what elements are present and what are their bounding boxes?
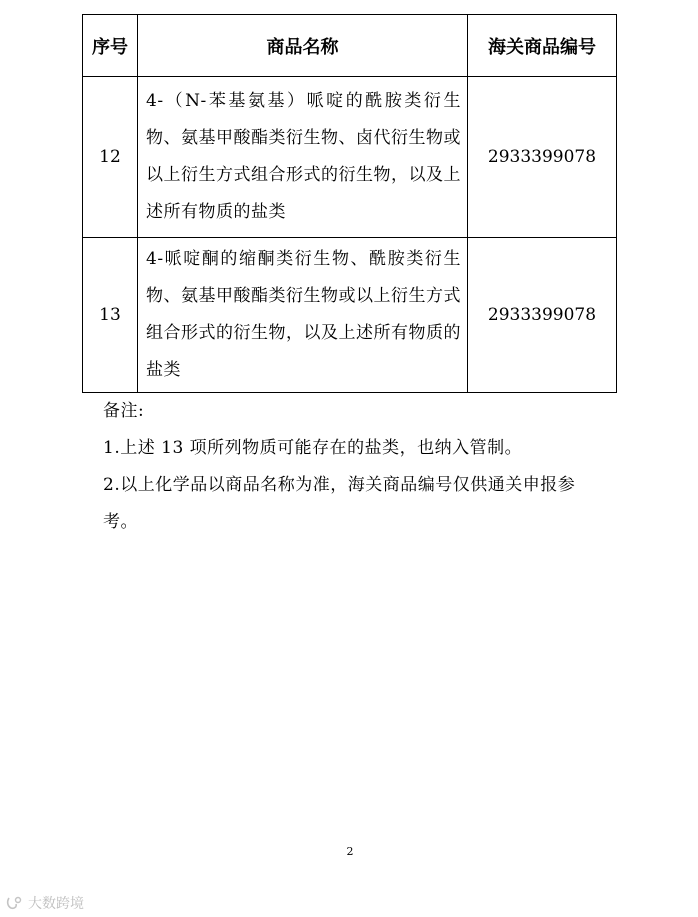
header-code: 海关商品编号 <box>468 15 617 77</box>
watermark <box>6 893 84 913</box>
row-product-name: 4-（N-苯基氨基）哌啶的酰胺类衍生物、氨基甲酸酯类衍生物、卤代衍生物或以上衍生方式组合形式的衍生物，以及上述所有物质的盐类 <box>138 77 468 238</box>
watermark-logo-icon <box>6 895 24 911</box>
notes-label: 备注: <box>103 401 145 421</box>
header-index: 序号 <box>83 15 138 77</box>
controlled-substances-table <box>82 14 617 393</box>
row-customs-code: 2933399078 <box>468 238 617 393</box>
header-name: 商品名称 <box>138 15 468 77</box>
row-index: 13 <box>83 238 138 393</box>
note-item: 1.上述 13 项所列物质可能存在的盐类，也纳入管制。 <box>103 438 523 458</box>
row-index: 12 <box>83 77 138 238</box>
note-item: 2.以上化学品以商品名称为准，海关商品编号仅供通关申报参考。 <box>103 475 576 532</box>
notes-section <box>103 393 603 541</box>
table-header-row <box>83 15 617 77</box>
table-row <box>83 77 617 238</box>
row-product-name: 4-哌啶酮的缩酮类衍生物、酰胺类衍生物、氨基甲酸酯类衍生物或以上衍生方式组合形式的衍生物，以及上述所有物质的盐类 <box>138 238 468 393</box>
row-customs-code: 2933399078 <box>468 77 617 238</box>
table-row <box>83 238 617 393</box>
page-number: 2 <box>346 845 354 858</box>
watermark-text: 大数跨境 <box>28 896 84 912</box>
